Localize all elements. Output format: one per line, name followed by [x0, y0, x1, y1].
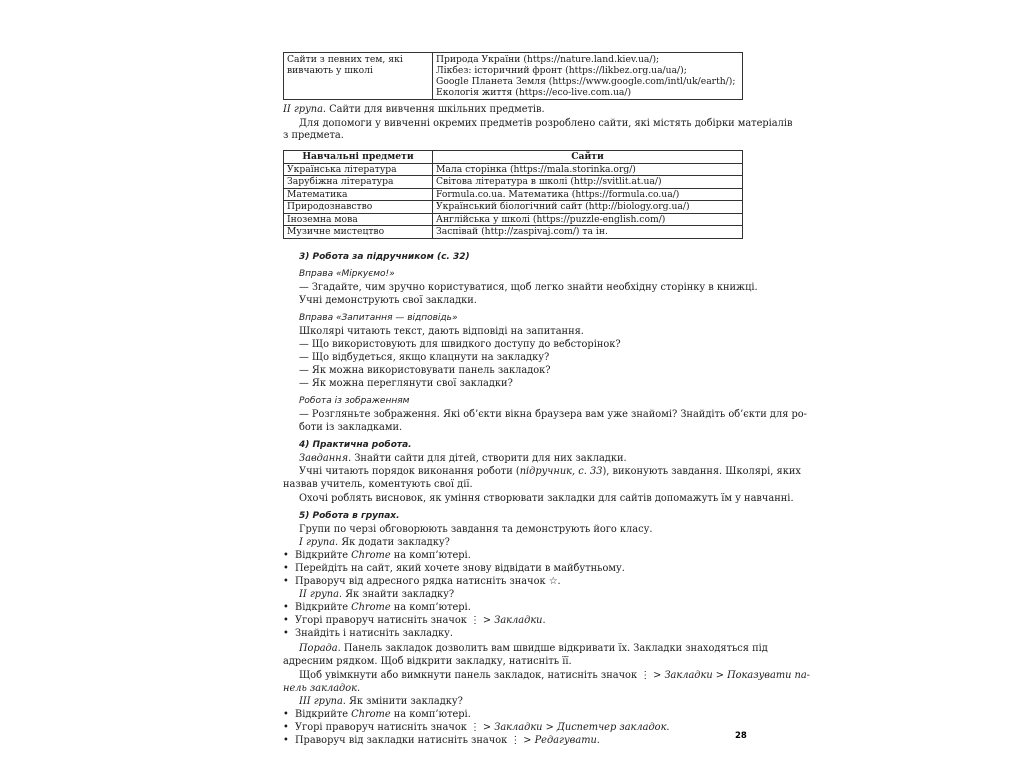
table-cell: Музичне мистецтво — [284, 226, 433, 239]
paragraph-line: назвав учитель, коментують свої дії. — [283, 479, 473, 490]
table-row — [284, 176, 743, 189]
table-header-row — [284, 151, 743, 164]
table-cell — [433, 53, 743, 100]
list-item: • Праворуч від адресного рядка натисніть значок ☆. — [283, 576, 561, 587]
list-item: • Угорі праворуч натисніть значок ⋮ > Закладки > Диспетчер закладок. — [283, 722, 670, 733]
table-row — [284, 188, 743, 201]
paragraph-line: з предмета. — [283, 130, 344, 141]
question-line: — Що використовують для швидкого доступу до вебсторінок? — [299, 339, 621, 350]
list-item: • Перейдіть на сайт, який хочете знову відвідати в майбутньому. — [283, 563, 625, 574]
tip-line: Порада. Панель закладок дозволить вам швидше відкривати їх. Закладки знаходяться під — [299, 643, 768, 654]
exercise-title: Вправа «Запитання — відповідь» — [299, 313, 458, 323]
table-cell: Зарубіжна література — [284, 176, 433, 189]
paragraph-line: Учні демонструють свої закладки. — [299, 295, 477, 306]
group1-heading: I група. Як додати закладку? — [299, 537, 450, 548]
paragraph-line: Групи по черзі обговорюють завдання та демонструють його класу. — [299, 524, 653, 535]
topics-sites-table — [283, 52, 743, 100]
tip-line: адресним рядком. Щоб відкрити закладку, натисніть її. — [283, 656, 572, 667]
table-cell: Іноземна мова — [284, 213, 433, 226]
paragraph-line: Охочі роблять висновок, як уміння створювати закладки для сайтів допомажуть їм у навчанні. — [299, 493, 794, 504]
paragraph-line: — Згадайте, чим зручно користуватися, щоб легко знайти необхідну сторінку в книжці. — [299, 282, 758, 293]
section-4-title: 4) Практична робота. — [299, 440, 412, 450]
table-cell: Математика — [284, 188, 433, 201]
site-entry: Google Планета Земля (https://www.google.com/intl/uk/earth/); — [436, 76, 736, 87]
list-item: • Знайдіть і натисніть закладку. — [283, 628, 454, 639]
table-cell: Англійська у школі (https://puzzle-english.com/) — [433, 213, 743, 226]
section-5-title: 5) Робота в групах. — [299, 511, 400, 521]
paragraph-line: Школярі читають текст, дають відповіді на запитання. — [299, 326, 584, 337]
site-entry: Лікбез: історичний фронт (https://likbez.org.ua/ua/); — [436, 65, 687, 76]
question-line: — Як можна використовувати панель закладок? — [299, 365, 551, 376]
table-cell: Український біологічний сайт (http://biology.org.ua/) — [433, 201, 743, 214]
page-number: 28 — [735, 731, 747, 741]
document-page — [283, 46, 810, 746]
section-3-title: 3) Робота за підручником (с. 32) — [299, 252, 470, 262]
table-cell: Мала сторінка (https://mala.storinka.org/) — [433, 163, 743, 176]
tip-line: нель закладок. — [283, 683, 361, 694]
table-row — [284, 213, 743, 226]
exercise-title: Вправа «Міркуємо!» — [299, 269, 395, 279]
group2-heading: II група. Сайти для вивчення шкільних предметів. — [283, 104, 545, 115]
paragraph-line: Завдання. Знайти сайти для дітей, створити для них закладки. — [299, 453, 627, 464]
exercise-title: Робота із зображенням — [299, 396, 410, 406]
column-header: Навчальні предмети — [284, 151, 433, 164]
group2-subheading: II група. Як знайти закладку? — [299, 589, 455, 600]
table-cell: Заспівай (http://zaspivaj.com/) та ін. — [433, 226, 743, 239]
group3-heading: III група. Як змінити закладку? — [299, 696, 463, 707]
paragraph-line: боти із закладками. — [299, 422, 403, 433]
table-row — [284, 163, 743, 176]
paragraph-line: Для допомоги у вивченні окремих предметів розроблено сайти, які містять добірки матеріалів — [299, 118, 793, 129]
table-row — [284, 201, 743, 214]
list-item: • Відкрийте Chrome на комп’ютері. — [283, 550, 471, 561]
paragraph-line: — Розгляньте зображення. Які об’єкти вікна браузера вам уже знайомі? Знайдіть об’єкти для ро- — [299, 409, 807, 420]
question-line: — Як можна переглянути свої закладки? — [299, 378, 513, 389]
table-row — [284, 226, 743, 239]
list-item: • Відкрийте Chrome на комп’ютері. — [283, 709, 471, 720]
paragraph-line: Учні читають порядок виконання роботи (підручник, с. 33), виконують завдання. Школярі, яких — [299, 466, 801, 477]
list-item: • Праворуч від закладки натисніть значок ⋮ > Редагувати. — [283, 735, 600, 746]
subjects-sites-table — [283, 150, 743, 239]
list-item: • Угорі праворуч натисніть значок ⋮ > Закладки. — [283, 615, 546, 626]
table-cell: Сайти з певних тем, які вивчають у школі — [284, 53, 433, 100]
table-cell: Formula.co.ua. Математика (https://formula.co.ua/) — [433, 188, 743, 201]
question-line: — Що відбудеться, якщо клацнути на закладку? — [299, 352, 550, 363]
table-cell: Природознавство — [284, 201, 433, 214]
site-entry: Природа України (https://nature.land.kiev.ua/); — [436, 54, 660, 65]
table-cell: Українська література — [284, 163, 433, 176]
site-entry: Екологія життя (https://eco-live.com.ua/) — [436, 87, 632, 98]
table-cell: Світова література в школі (http://svitlit.at.ua/) — [433, 176, 743, 189]
tip-line: Щоб увімкнути або вимкнути панель закладок, натисніть значок ⋮ > Закладки > Показувати па- — [299, 670, 810, 681]
column-header: Сайти — [433, 151, 743, 164]
list-item: • Відкрийте Chrome на комп’ютері. — [283, 602, 471, 613]
table-row — [284, 53, 743, 100]
